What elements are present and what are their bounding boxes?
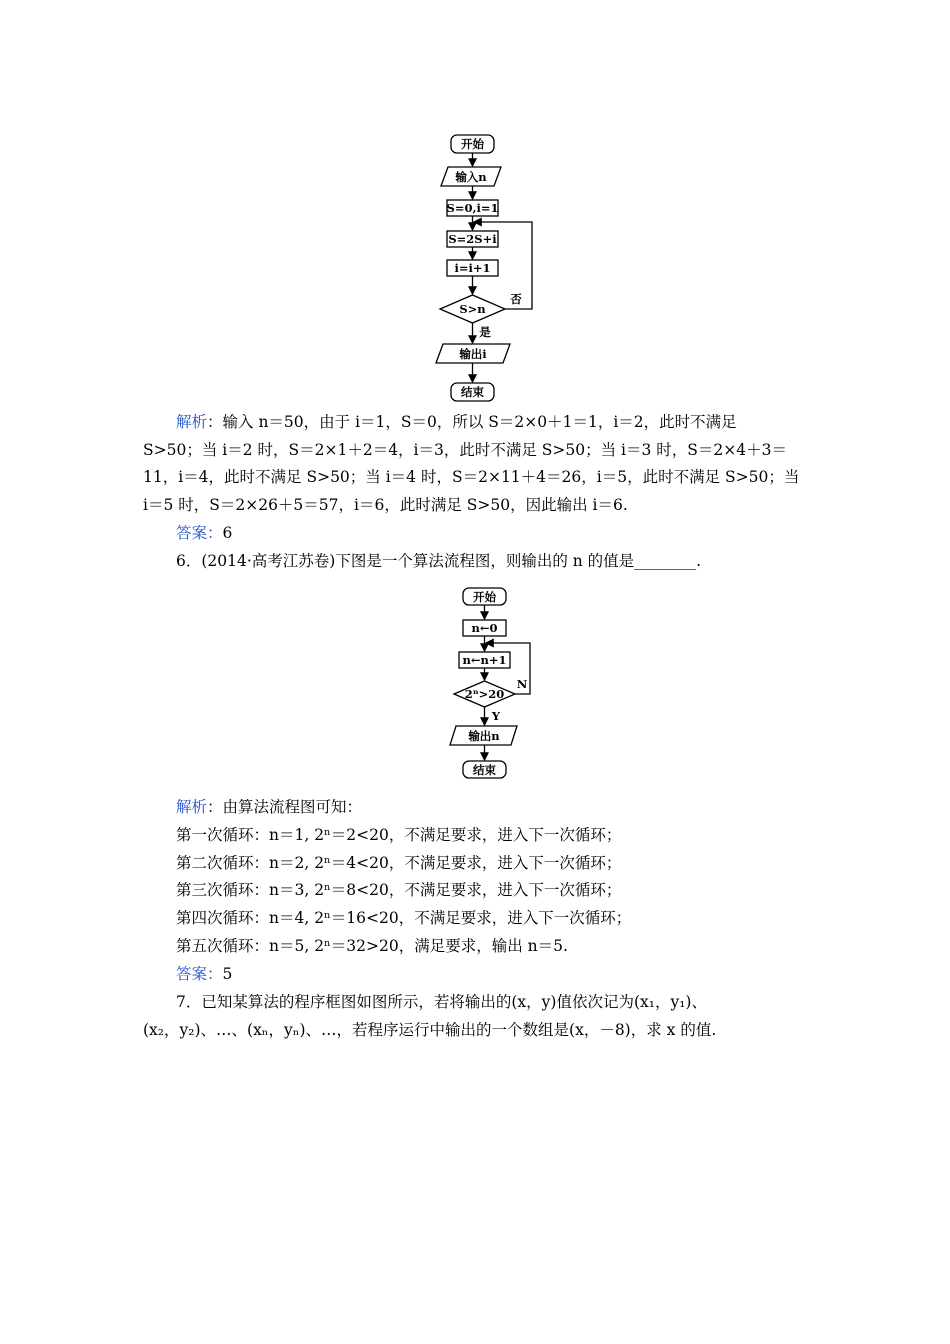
yes-label: Y — [491, 709, 501, 723]
loop-line-4: 第四次循环：n＝4, 2ⁿ＝16<20，不满足要求，进入下一次循环； — [176, 909, 632, 927]
answer-value: 5 — [222, 965, 233, 983]
question-6: 6．(2014·高考江苏卷)下图是一个算法流程图，则输出的 n 的值是________. — [176, 552, 702, 570]
analysis-line-3: 11，i＝4，此时不满足 S>50；当 i＝4 时，S＝2×11＋4＝26，i＝5，此时不满足 S>50；当 — [143, 468, 800, 486]
update-i-label: i=i+1 — [454, 261, 491, 275]
no-label: N — [516, 677, 528, 691]
answer-label: 答案： — [176, 524, 223, 542]
output-label: 输出n — [468, 729, 500, 743]
analysis-line-4: i＝5 时，S＝2×26＋5＝57，i＝6，此时满足 S>50，因此输出 i＝6. — [143, 496, 628, 514]
yes-label: 是 — [479, 325, 491, 339]
analysis-label: 解析 — [176, 798, 208, 816]
loop-line-1: 第一次循环：n＝1, 2ⁿ＝2<20，不满足要求，进入下一次循环； — [176, 826, 622, 844]
question-7-line-1: 7．已知某算法的程序框图如图所示，若将输出的(x，y)值依次记为(x₁，y₁)、 — [176, 993, 707, 1011]
flowchart-1 — [0, 0, 950, 420]
loop-line-2: 第二次循环：n＝2, 2ⁿ＝4<20，不满足要求，进入下一次循环； — [176, 854, 622, 872]
analysis-text: ：由算法流程图可知： — [207, 798, 363, 816]
init-label: n←0 — [471, 621, 498, 635]
input-label: 输入n — [455, 170, 487, 184]
question-7-line-2: (x₂，y₂)、…、(xₙ，yₙ)、…，若程序运行中输出的一个数组是(x，－8)，求 x 的值. — [143, 1021, 717, 1039]
loop-line-5: 第五次循环：n＝5, 2ⁿ＝32>20，满足要求，输出 n＝5. — [176, 937, 568, 955]
start-label: 开始 — [461, 137, 484, 151]
update-label: n←n+1 — [462, 653, 507, 667]
no-label: 否 — [510, 292, 522, 306]
analysis-intro — [176, 797, 362, 817]
start-label: 开始 — [473, 590, 496, 604]
end-label: 结束 — [473, 763, 496, 777]
init-label: S=0,i=1 — [446, 201, 499, 215]
answer-value: 6 — [222, 524, 233, 542]
end-label: 结束 — [461, 385, 484, 399]
answer-label: 答案： — [176, 965, 223, 983]
flowchart-2 — [0, 580, 950, 800]
analysis-label: 解析 — [176, 413, 208, 431]
answer-line — [176, 523, 232, 543]
analysis-line-2: S>50；当 i＝2 时，S＝2×1＋2＝4，i＝3，此时不满足 S>50；当 i＝3 时，S＝2×4＋3＝ — [143, 441, 787, 459]
analysis-line-1 — [176, 412, 737, 432]
condition-label: S>n — [459, 302, 486, 316]
analysis-text: ：输入 n＝50，由于 i＝1，S＝0，所以 S＝2×0＋1＝1，i＝2，此时不满足 — [207, 413, 737, 431]
update-s-label: S=2S+i — [448, 232, 497, 246]
condition-label: 2ⁿ>20 — [464, 687, 505, 701]
output-label: 输出i — [459, 347, 487, 361]
answer-line — [176, 964, 232, 984]
loop-line-3: 第三次循环：n＝3, 2ⁿ＝8<20，不满足要求，进入下一次循环； — [176, 881, 622, 899]
